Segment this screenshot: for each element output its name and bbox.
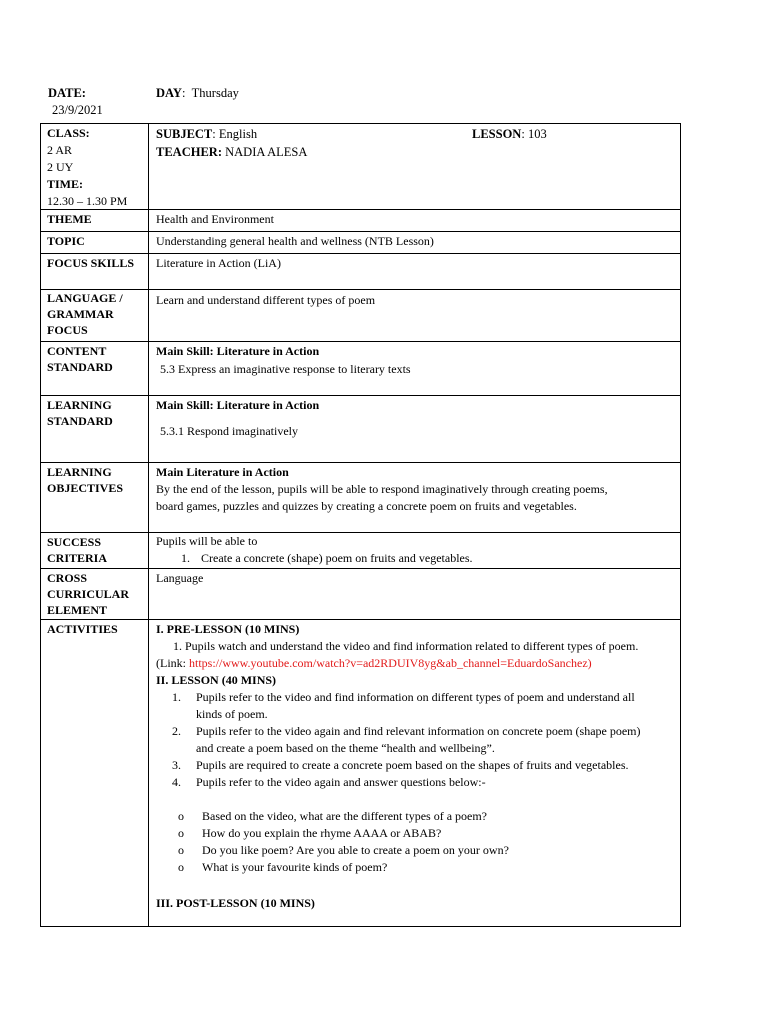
post-lesson-heading: III. POST-LESSON (10 MINS) <box>156 896 315 910</box>
row-class-subject <box>41 124 680 210</box>
row-learning-standard <box>41 396 680 463</box>
label-line: LANGUAGE / <box>47 291 123 305</box>
bullet-icon: o <box>178 809 184 823</box>
lesson-item <box>156 723 673 757</box>
success-item <box>156 550 673 567</box>
learning-std-label <box>41 396 149 462</box>
lesson-item <box>156 757 673 774</box>
success-item-text: Create a concrete (shape) poem on fruits and vegetables. <box>201 551 473 565</box>
lesson-item-num: 2. <box>172 724 181 738</box>
label-line: CURRICULAR <box>47 587 130 601</box>
objectives-line: By the end of the lesson, pupils will be able to respond imaginatively through creating poems, <box>156 482 608 496</box>
row-focus-skills <box>41 254 680 290</box>
label-line: FOCUS <box>47 323 88 337</box>
lesson-item-line: kinds of poem. <box>196 707 268 721</box>
activities-label: ACTIVITIES <box>41 620 149 926</box>
teacher-value: NADIA ALESA <box>225 145 308 159</box>
objectives-line: board games, puzzles and quizzes by creating a concrete poem on fruits and vegetables. <box>156 499 577 513</box>
label-line: GRAMMAR <box>47 307 114 321</box>
success-label <box>41 533 149 568</box>
row-learning-objectives <box>41 463 680 533</box>
row-theme <box>41 210 680 232</box>
question-item <box>156 842 673 859</box>
learning-std-value <box>149 396 680 462</box>
content-label <box>41 342 149 395</box>
lesson-plan-table <box>40 123 681 927</box>
lesson-field <box>472 125 547 143</box>
class-cell <box>41 124 149 209</box>
topic-label: TOPIC <box>41 232 149 253</box>
lesson-item-line: Pupils are required to create a concrete poem based on the shapes of fruits and vegetables. <box>196 758 629 772</box>
label-line: LEARNING <box>47 398 112 412</box>
question-text: What is your favourite kinds of poem? <box>202 860 388 874</box>
label-line: CONTENT <box>47 344 107 358</box>
grammar-text: Learn and understand different types of poem <box>156 293 376 307</box>
lesson-heading: II. LESSON (40 MINS) <box>156 673 277 687</box>
lesson-item-line: Pupils refer to the video again and find relevant information on concrete poem (shape poem) <box>196 724 641 738</box>
lesson-item-line: Pupils refer to the video and find information on different types of poem and understand all <box>196 690 635 704</box>
question-text: Do you like poem? Are you able to create a poem on your own? <box>202 843 509 857</box>
bullet-icon: o <box>178 826 184 840</box>
question-text: Based on the video, what are the different types of a poem? <box>202 809 488 823</box>
pre-lesson-item: 1. Pupils watch and understand the video and find information related to different types of poem. <box>173 639 639 653</box>
row-success-criteria <box>41 533 680 569</box>
label-line: CROSS <box>47 571 88 585</box>
label-line: LEARNING <box>47 465 112 479</box>
question-text: How do you explain the rhyme AAAA or ABAB? <box>202 826 442 840</box>
time-label: TIME: <box>47 177 83 191</box>
time-value: 12.30 – 1.30 PM <box>47 194 128 208</box>
class-label: CLASS: <box>47 126 90 140</box>
content-value <box>149 342 680 395</box>
pre-lesson-heading: I. PRE-LESSON (10 MINS) <box>156 622 300 636</box>
topic-value: Understanding general health and wellness (NTB Lesson) <box>156 234 434 248</box>
theme-value: Health and Environment <box>156 212 274 226</box>
subject-line <box>156 125 673 143</box>
lesson-item <box>156 774 673 791</box>
lesson-value: : 103 <box>521 127 547 141</box>
teacher-line <box>156 143 673 161</box>
video-link[interactable]: https://www.youtube.com/watch?v=ad2RDUIV8yg&ab_channel=EduardoSanchez) <box>189 656 592 670</box>
lesson-item-line: and create a poem based on the theme “health and wellbeing”. <box>196 741 495 755</box>
learning-std-heading: Main Skill: Literature in Action <box>156 398 320 412</box>
label-line: OBJECTIVES <box>47 481 124 495</box>
lesson-label: LESSON <box>472 127 522 141</box>
lesson-item-num: 3. <box>172 758 181 772</box>
row-topic <box>41 232 680 254</box>
content-heading: Main Skill: Literature in Action <box>156 344 320 358</box>
label-line: SUCCESS <box>47 535 102 549</box>
subject-cell <box>149 124 680 209</box>
bullet-icon: o <box>178 860 184 874</box>
date-label: DATE: <box>48 86 86 100</box>
day-value: Thursday <box>191 86 239 100</box>
success-value <box>149 533 680 568</box>
lesson-item-num: 4. <box>172 775 181 789</box>
question-item <box>156 825 673 842</box>
objectives-label <box>41 463 149 532</box>
question-item <box>156 859 673 876</box>
lesson-item <box>156 689 673 723</box>
row-content-standard <box>41 342 680 396</box>
focus-value: Literature in Action (LiA) <box>156 256 281 270</box>
theme-label: THEME <box>41 210 149 231</box>
row-cross-curricular <box>41 569 680 620</box>
class-item: 2 UY <box>47 160 74 174</box>
learning-std-text: 5.3.1 Respond imaginatively <box>160 424 298 438</box>
lesson-item-line: Pupils refer to the video again and answer questions below:- <box>196 775 486 789</box>
grammar-label <box>41 290 149 341</box>
bullet-icon: o <box>178 843 184 857</box>
focus-label: FOCUS SKILLS <box>41 254 149 289</box>
label-line: STANDARD <box>47 414 113 428</box>
link-prefix: (Link: <box>156 656 189 670</box>
question-item <box>156 808 673 825</box>
video-link-line <box>156 655 673 672</box>
teacher-label: TEACHER: <box>156 145 222 159</box>
label-line: STANDARD <box>47 360 113 374</box>
subject-label: SUBJECT <box>156 127 213 141</box>
content-text: 5.3 Express an imaginative response to literary texts <box>160 362 411 376</box>
day-field: DAY: Thursday <box>156 86 239 100</box>
day-label: DAY <box>156 86 182 100</box>
label-line: ELEMENT <box>47 603 108 617</box>
date-value: 23/9/2021 <box>52 103 103 117</box>
row-grammar-focus <box>41 290 680 342</box>
label-line: CRITERIA <box>47 551 108 565</box>
cross-label <box>41 569 149 619</box>
activities-value <box>149 620 680 926</box>
grammar-value <box>149 290 680 341</box>
success-item-num: 1. <box>181 551 190 565</box>
objectives-heading: Main Literature in Action <box>156 465 289 479</box>
objectives-value <box>149 463 680 532</box>
cross-value: Language <box>156 571 204 585</box>
success-intro: Pupils will be able to <box>156 534 258 548</box>
lesson-item-num: 1. <box>172 690 181 704</box>
row-activities <box>41 620 680 926</box>
subject-value: : English <box>212 127 258 141</box>
class-item: 2 AR <box>47 143 73 157</box>
